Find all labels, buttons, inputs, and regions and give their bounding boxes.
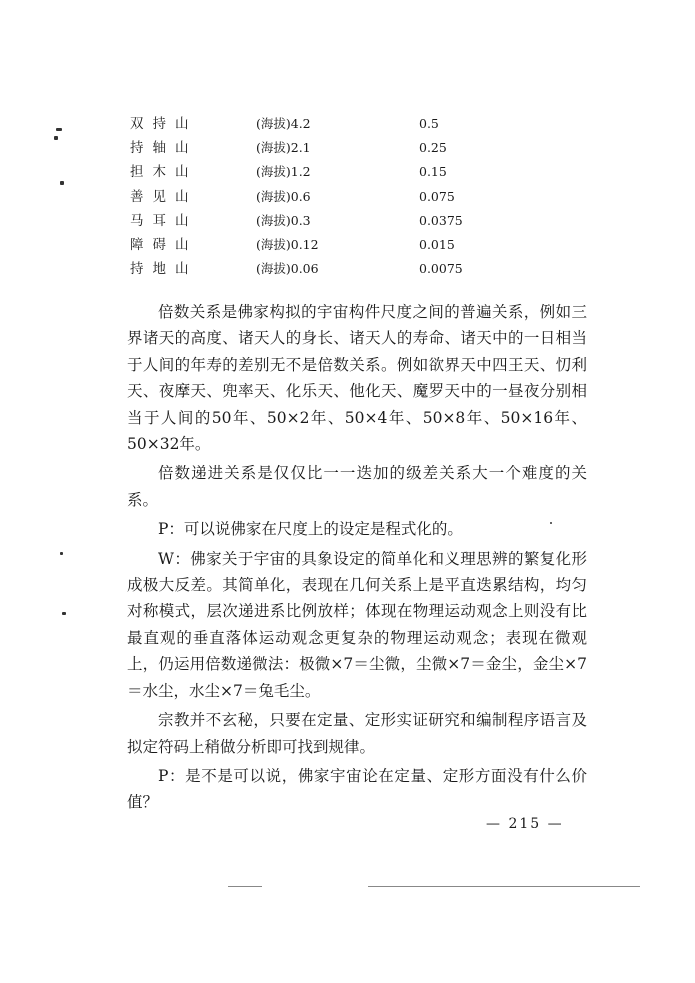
mountain-altitude: (海拔)2.1	[256, 140, 311, 156]
mountain-table	[130, 112, 550, 281]
mountain-altitude: (海拔)0.06	[256, 261, 319, 277]
paragraph: 宗教并不玄秘，只要在定量、定形实证研究和编制程序语言及拟定符码上稍做分析即可找到规律。	[127, 711, 587, 756]
mountain-name: 善见山	[130, 188, 198, 205]
scan-mark	[60, 181, 64, 185]
paragraph: P：可以说佛家在尺度上的设定是程式化的。	[158, 520, 463, 539]
mountain-altitude: (海拔)0.6	[256, 188, 311, 204]
mountain-ratio: 0.25	[419, 140, 447, 156]
table-row	[130, 233, 550, 257]
mountain-name: 持地山	[130, 261, 198, 278]
mountain-name: 担木山	[130, 164, 198, 181]
table-row	[130, 185, 550, 209]
table-row	[130, 160, 550, 184]
table-row	[130, 112, 550, 136]
mountain-ratio: 0.015	[419, 236, 455, 252]
mountain-name: 障碍山	[130, 236, 198, 253]
mountain-ratio: 0.5	[419, 116, 439, 131]
page-number: — 215 —	[486, 816, 564, 832]
paragraph: 倍数关系是佛家构拟的宇宙构件尺度之间的普遍关系，例如三界诸天的高度、诸天人的身长、诸天人的寿命、诸天中的一日相当于人间的年寿的差别无不是倍数关系。例如欲界天中四王天、忉利天、夜摩天、兜率天、化乐天、他化天、魔罗天中的一昼夜分别相当于人间的50年、50×2年、50×4年、50×8年、50×16年、50×32年。	[127, 303, 587, 454]
body-text	[127, 299, 587, 819]
mountain-name: 双持山	[130, 116, 198, 132]
scan-mark	[56, 128, 62, 131]
scan-edge-line	[228, 886, 262, 887]
mountain-ratio: 0.075	[419, 188, 455, 204]
mountain-altitude: (海拔)0.12	[256, 236, 319, 252]
scan-edge-line	[368, 886, 640, 887]
mountain-ratio: 0.0375	[419, 212, 463, 228]
table-row	[130, 136, 550, 160]
mountain-altitude: (海拔)0.3	[256, 212, 311, 228]
table-row	[130, 257, 550, 281]
paragraph: W：佛家关于宇宙的具象设定的简单化和义理思辨的繁复化形成极大反差。其简单化，表现在几何关系上是平直迭累结构，均匀对称模式，层次递进系比例放样；体现在物理运动观念上则没有比最直观的垂直落体运动观念更复杂的物理运动观念；表现在微观上，仍运用倍数递微法：极微×7＝尘微，尘微×7＝金尘，金尘×7＝水尘，水尘×7＝兔毛尘。	[127, 549, 587, 700]
mountain-ratio: 0.0075	[419, 261, 463, 277]
scan-mark	[60, 552, 63, 555]
scan-mark	[62, 612, 66, 615]
mountain-ratio: 0.15	[419, 164, 447, 180]
mountain-altitude: (海拔)1.2	[256, 164, 311, 180]
mountain-name: 持轴山	[130, 140, 198, 157]
paragraph: P：是不是可以说，佛家宇宙论在定量、定形方面没有什么价值？	[127, 766, 587, 812]
mountain-altitude: (海拔)4.2	[256, 116, 311, 131]
table-row	[130, 209, 550, 233]
scan-mark	[54, 136, 58, 140]
mountain-name: 马耳山	[130, 212, 198, 229]
paragraph: 倍数递进关系是仅仅比一一迭加的级差关系大一个难度的关系。	[127, 464, 587, 509]
